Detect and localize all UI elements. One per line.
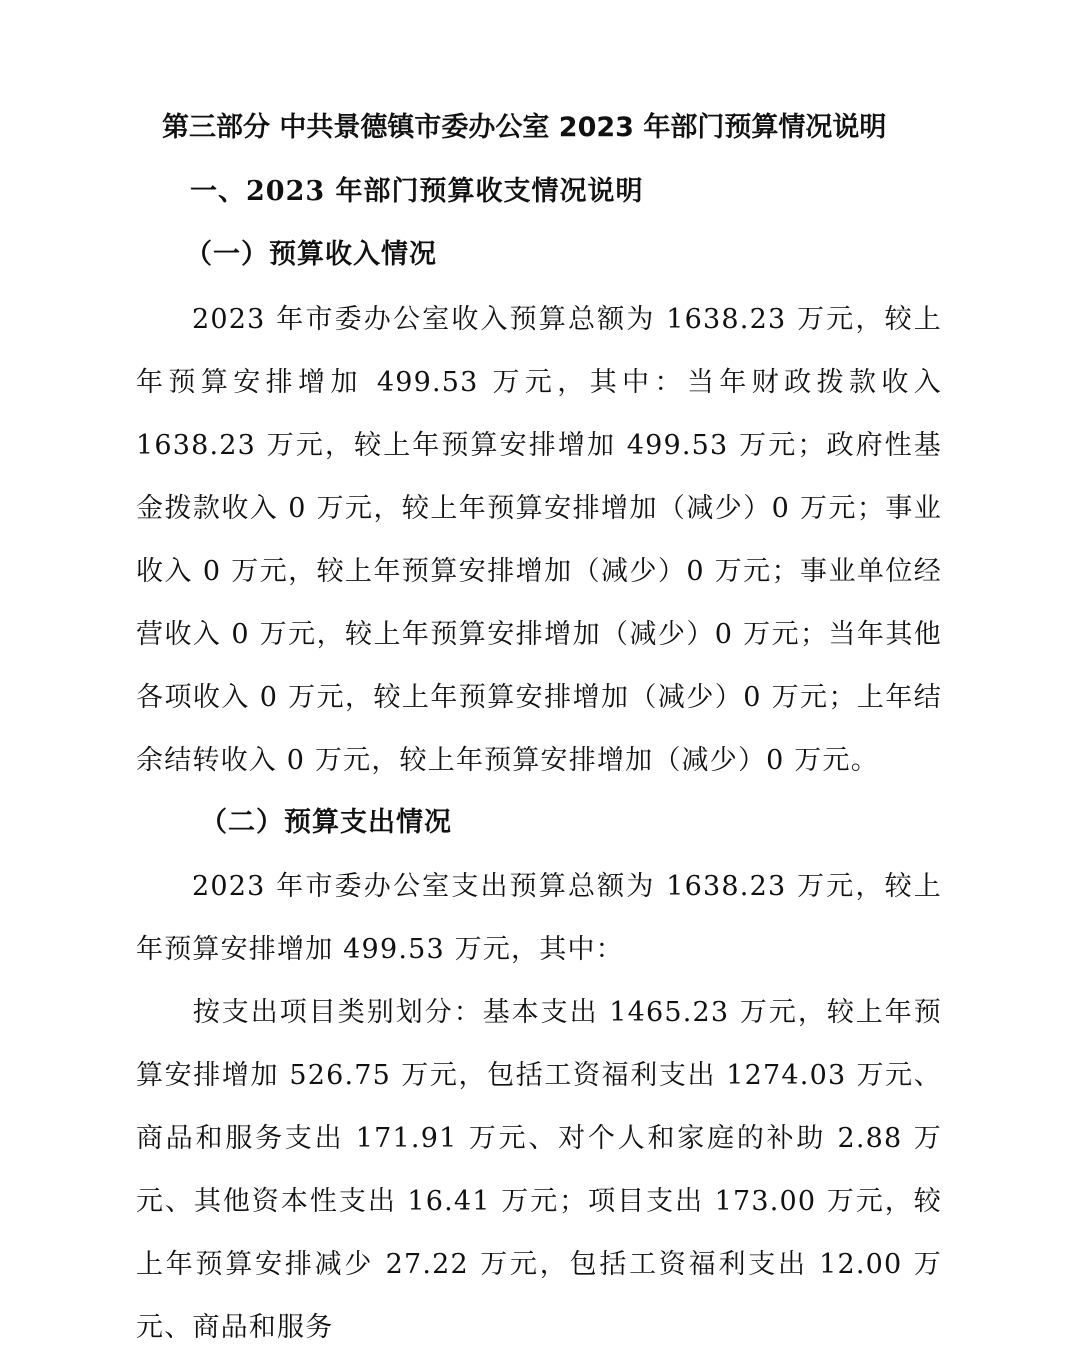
income-paragraph bbox=[136, 288, 942, 792]
document-title: 第三部分 中共景德镇市委办公室 2023 年部门预算情况说明 bbox=[162, 112, 887, 143]
expenditure-paragraph bbox=[136, 855, 942, 981]
income-paragraph-text: 2023 年市委办公室收入预算总额为 1638.23 万元，较上年预算安排增加 499.53 万元，其中：当年财政拨款收入 1638.23 万元，较上年预算安排增加 499.53 万元；政府性基金拨款收入 0 万元，较上年预算安排增加（减少）0 万元；事业收入 0 万元，较上年预算安排增加（减少）0 万元；事业单位经营收入 0 万元，较上年预算安排增加（减少）0 万元；当年其他各项收入 0 万元，较上年预算安排增加（减少）0 万元；上年结余结转收入 0 万元，较上年预算安排增加（减少）0 万元。 bbox=[136, 304, 942, 776]
section-heading-budget: 一、2023 年部门预算收支情况说明 bbox=[190, 176, 644, 207]
category-paragraph bbox=[136, 981, 942, 1359]
category-paragraph-text: 按支出项目类别划分：基本支出 1465.23 万元，较上年预算安排增加 526.75 万元，包括工资福利支出 1274.03 万元、商品和服务支出 171.91 万元、对个人和家庭的补助 2.88 万元、其他资本性支出 16.41 万元；项目支出 173.00 万元，较上年预算安排减少 27.22 万元，包括工资福利支出 12.00 万元、商品和服务 bbox=[136, 997, 942, 1343]
expenditure-paragraph-text: 2023 年市委办公室支出预算总额为 1638.23 万元，较上年预算安排增加 499.53 万元，其中： bbox=[136, 871, 942, 965]
subheading-expenditure: （二）预算支出情况 bbox=[200, 807, 452, 838]
subheading-income: （一）预算收入情况 bbox=[185, 239, 437, 270]
